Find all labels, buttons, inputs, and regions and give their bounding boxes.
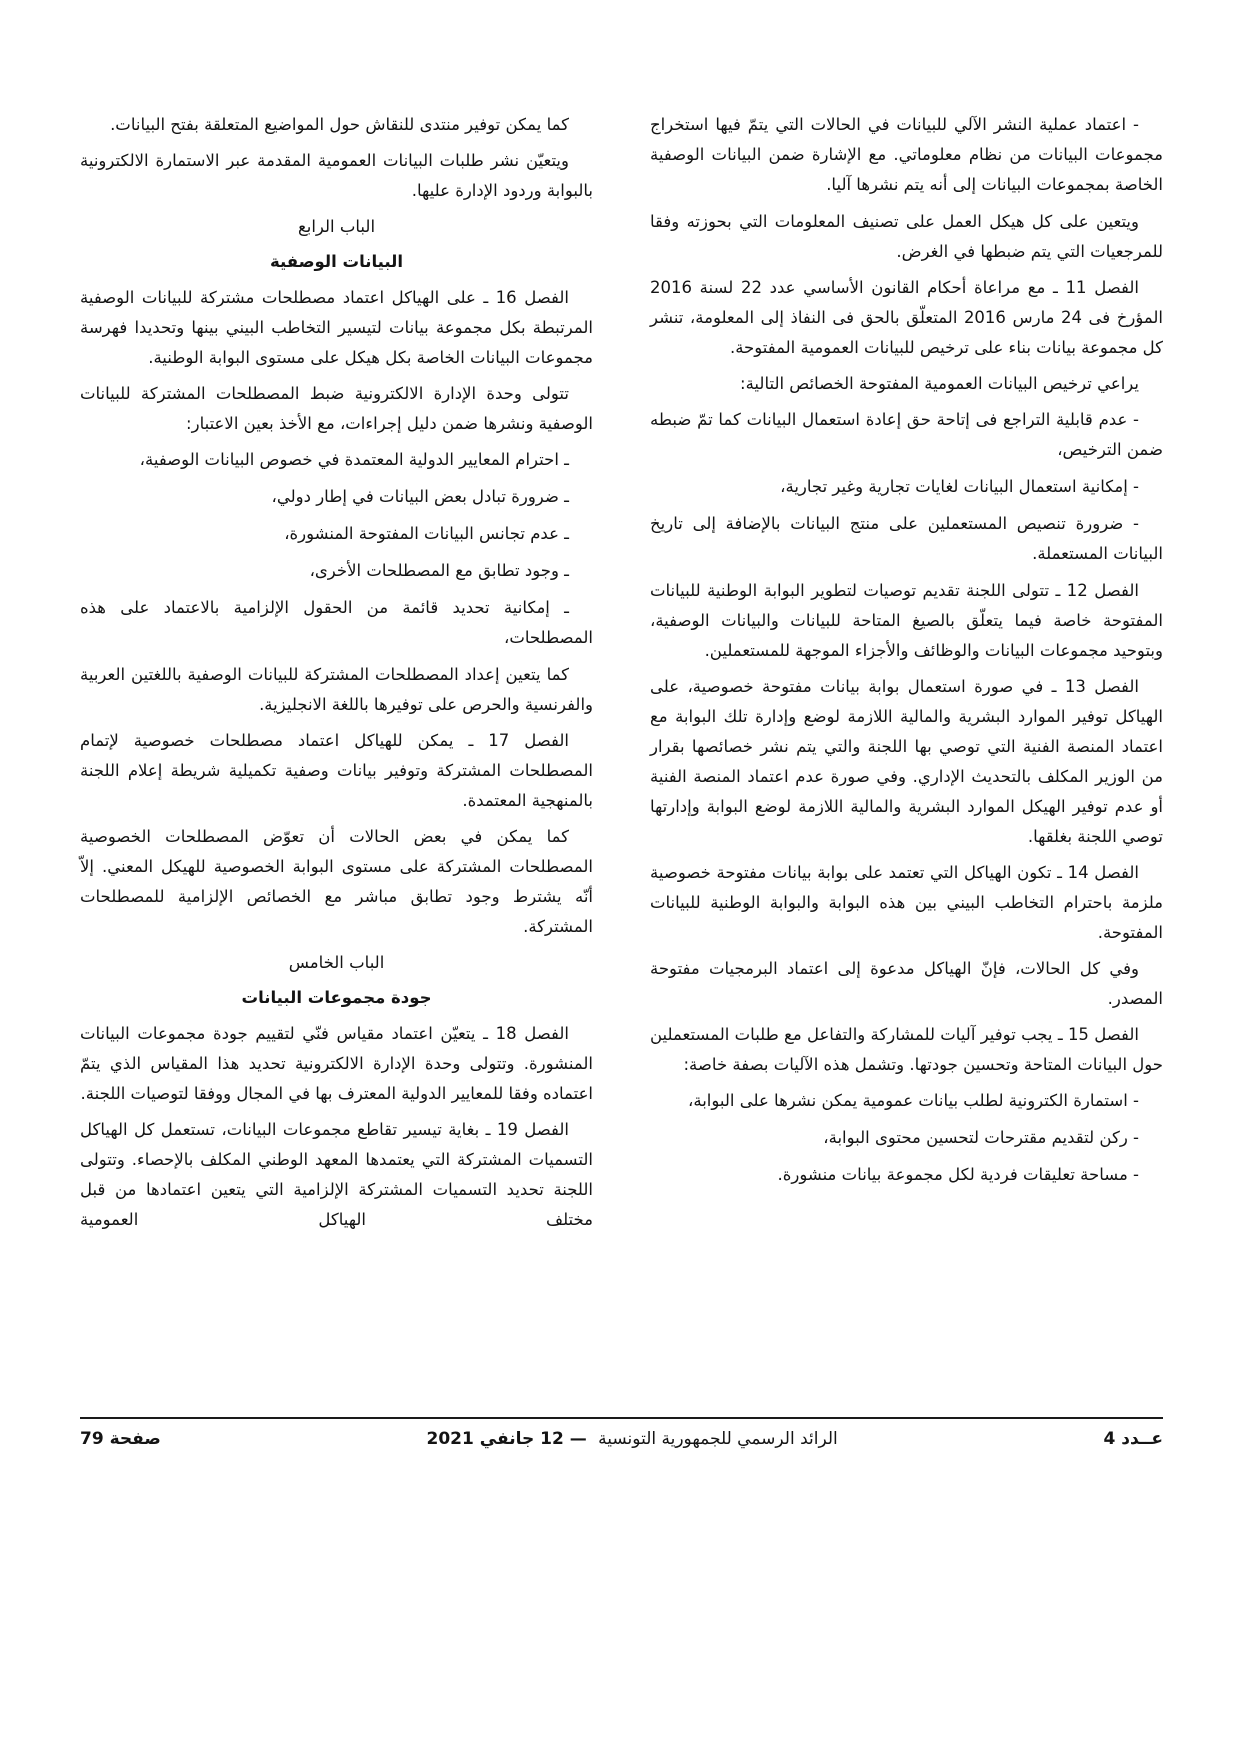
right-column	[650, 110, 1163, 1197]
footer-center	[424, 1424, 841, 1454]
list-item: ـ إمكانية تحديد قائمة من الحقول الإلزامية بالاعتماد على هذه المصطلحات،	[80, 598, 593, 647]
article-paragraph: الفصل 11 ـ مع مراعاة أحكام القانون الأساسي عدد 22 لسنة 2016 المؤرخ فى 24 مارس 2016 المتعلّق بالحق فى النفاذ إلى المعلومة، تنشر كل مجموعة بيانات بناء على ترخيص للبيانات العمومية المفتوحة.	[650, 278, 1163, 357]
list-item: ـ احترام المعايير الدولية المعتمدة في خصوص البيانات الوصفية،	[139, 450, 569, 469]
article-paragraph: الفصل 14 ـ تكون الهياكل التي تعتمد على بوابة بيانات مفتوحة خصوصية ملزمة باحترام التخاطب البيني بين هذه البوابة والبوابة الوطنية للبيانات المفتوحة.	[650, 863, 1163, 942]
chapter-heading: الباب الرابع	[297, 217, 376, 236]
article-paragraph: الفصل 18 ـ يتعيّن اعتماد مقياس فنّي لتقييم جودة مجموعات البيانات المنشورة. وتتولى وحدة الإدارة الالكترونية تحديد هذا المقياس الذي يتمّ اعتماده وفقا للمعايير الدولية المعترف بها في المجال ووفقا لتوصيات اللجنة.	[80, 1024, 593, 1103]
list-item: - اعتماد عملية النشر الآلي للبيانات في الحالات التي يتمّ فيها استخراج مجموعات البيانات من نظام معلوماتي. مع الإشارة ضمن البيانات الوصفية الخاصة بمجموعات البيانات إلى أنه يتم نشرها آليا.	[650, 115, 1163, 194]
article-paragraph: الفصل 15 ـ يجب توفير آليات للمشاركة والتفاعل مع طلبات المستعملين حول البيانات المتاحة وتحسين جودتها. وتشمل هذه الآليات بصفة خاصة:	[650, 1025, 1163, 1074]
footer-divider	[80, 1417, 1163, 1419]
article-paragraph: الفصل 19 ـ بغاية تيسير تقاطع مجموعات البيانات، تستعمل كل الهياكل التسميات المشتركة التي يعتمدها المعهد الوطني المكلف بالإحصاء. وتتولى اللجنة تحديد التسميات المشتركة الإلزامية التي يتعين اعتمادها من قبل مختلف الهياكل العمومية	[80, 1120, 593, 1229]
paragraph: ويتعيّن نشر طلبات البيانات العمومية المقدمة عبر الاستمارة الالكترونية بالبوابة وردود الإدارة عليها.	[80, 151, 593, 200]
publication-date: — 12 جانفي 2021	[426, 1429, 587, 1449]
list-item: - إمكانية استعمال البيانات لغايات تجارية وغير تجارية،	[780, 477, 1139, 496]
page-footer	[80, 1424, 1163, 1454]
chapter-title: البيانات الوصفية	[270, 252, 403, 271]
list-item: ـ وجود تطابق مع المصطلحات الأخرى،	[309, 561, 569, 580]
chapter-title: جودة مجموعات البيانات	[241, 988, 432, 1007]
issue-number: عــدد 4	[1103, 1429, 1163, 1449]
article-paragraph: الفصل 16 ـ على الهياكل اعتماد مصطلحات مشتركة للبيانات الوصفية المرتبطة بكل مجموعة بيانات لتيسير التخاطب البيني بينها وتحديدا فهرسة مجموعات البيانات الخاصة بكل هيكل على مستوى البوابة الوطنية.	[80, 288, 593, 367]
list-item: ـ ضرورة تبادل بعض البيانات في إطار دولي،	[271, 487, 569, 506]
left-column	[80, 110, 593, 1241]
paragraph: ويتعين على كل هيكل العمل على تصنيف المعلومات التي بحوزته وفقا للمرجعيات التي يتم ضبطها في الغرض.	[650, 212, 1163, 261]
list-item: - ضرورة تنصيص المستعملين على منتج البيانات بالإضافة إلى تاريخ البيانات المستعملة.	[650, 514, 1163, 563]
list-item: - مساحة تعليقات فردية لكل مجموعة بيانات منشورة.	[777, 1165, 1139, 1184]
paragraph: كما يتعين إعداد المصطلحات المشتركة للبيانات الوصفية باللغتين العربية والفرنسية والحرص على توفيرها باللغة الانجليزية.	[80, 665, 593, 714]
paragraph: يراعي ترخيص البيانات العمومية المفتوحة الخصائص التالية:	[740, 374, 1139, 393]
chapter-heading: الباب الخامس	[288, 953, 385, 972]
article-paragraph: الفصل 12 ـ تتولى اللجنة تقديم توصيات لتطوير البوابة الوطنية للبيانات المفتوحة خاصة فيما يتعلّق بالصيغ المتاحة للبيانات والبيانات الوصفية، وبتوحيد مجموعات البيانات والوظائف والأجزاء الموجهة للمستعملين.	[650, 581, 1163, 660]
list-item: - استمارة الكترونية لطلب بيانات عمومية يمكن نشرها على البوابة،	[688, 1091, 1139, 1110]
article-paragraph: الفصل 13 ـ في صورة استعمال بوابة بيانات مفتوحة خصوصية، على الهياكل توفير الموارد البشرية والمالية اللازمة لوضع وإدارة تلك البوابة مع اعتماد المنصة الفنية التي توصي بها اللجنة والتي يتم نشر خصائصها بقرار من الوزير المكلف بالتحديث الإداري. وفي صورة عدم اعتماد المنصة الفنية أو عدم توفير الهيكل الموارد البشرية والمالية اللازمة لوضع البوابة وإدارتها توصي اللجنة بغلقها.	[650, 677, 1163, 846]
journal-title: الرائد الرسمي للجمهورية التونسية	[598, 1429, 838, 1449]
article-paragraph: الفصل 17 ـ يمكن للهياكل اعتماد مصطلحات خصوصية لإتمام المصطلحات المشتركة وتوفير بيانات وصفية تكميلية شريطة إعلام اللجنة بالمنهجية المعتمدة.	[80, 731, 593, 810]
list-item: - عدم قابلية التراجع فى إتاحة حق إعادة استعمال البيانات كما تمّ ضبطه ضمن الترخيص،	[650, 410, 1163, 459]
list-item: - ركن لتقديم مقترحات لتحسين محتوى البوابة،	[823, 1128, 1139, 1147]
paragraph: وفي كل الحالات، فإنّ الهياكل مدعوة إلى اعتماد البرمجيات مفتوحة المصدر.	[650, 959, 1163, 1008]
list-item: ـ عدم تجانس البيانات المفتوحة المنشورة،	[284, 524, 569, 543]
paragraph: كما يمكن توفير منتدى للنقاش حول المواضيع المتعلقة بفتح البيانات.	[110, 115, 569, 134]
paragraph: تتولى وحدة الإدارة الالكترونية ضبط المصطلحات المشتركة للبيانات الوصفية ونشرها ضمن دليل إجراءات، مع الأخذ بعين الاعتبار:	[80, 384, 593, 433]
paragraph: كما يمكن في بعض الحالات أن تعوّض المصطلحات الخصوصية المصطلحات المشتركة على مستوى البوابة الخصوصية للهيكل المعني. إلاّ أنّه يشترط وجود تطابق مباشر مع الخصائص الإلزامية للمصطلحات المشتركة.	[80, 827, 593, 936]
page-number: صفحة 79	[80, 1429, 161, 1449]
